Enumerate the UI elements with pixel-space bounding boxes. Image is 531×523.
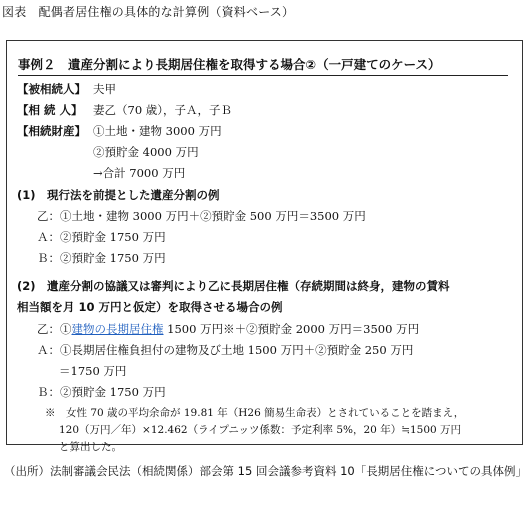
case1-title: (1) 現行法を前提とした遺産分割の例: [17, 188, 220, 202]
estate-item-land: ①土地・建物 3000 万円: [93, 124, 222, 138]
note-line1: ※ 女性 70 歳の平均余命が 19.81 年（H26 簡易生命表）とされていることを踏まえ，: [45, 407, 465, 419]
case-heading: 事例２ 遺産分割により長期居住権を取得する場合②（一戸建てのケース）: [18, 55, 508, 76]
source-note: （出所）法制審議会民法（相続関係）部会第 15 回会議参考資料 10「長期居住権についての具体例」: [4, 464, 527, 478]
case2-b: Ｂ：②預貯金 1750 万円: [37, 385, 166, 399]
case2-otsu: [37, 321, 419, 337]
estate-item-deposits: ②預貯金 4000 万円: [93, 145, 199, 159]
case2-otsu-prefix: 乙：①: [37, 322, 72, 336]
long-term-residence-right-link[interactable]: 建物の長期居住権: [71, 322, 164, 336]
heirs-value: 妻乙（70 歳），子Ａ，子Ｂ: [93, 103, 233, 117]
case2-a-line2: ＝1750 万円: [59, 364, 127, 378]
case2-otsu-suffix: 1500 万円※＋②預貯金 2000 万円＝3500 万円: [163, 322, 420, 336]
note-line3: と算出した。: [59, 441, 122, 453]
estate-label: 【相続財産】: [17, 124, 86, 138]
case1-b: Ｂ：②預貯金 1750 万円: [37, 251, 166, 265]
case2-title-line1: (2) 遺産分割の協議又は審判により乙に長期居住権（存続期間は終身，建物の賃料: [17, 279, 450, 293]
case1-otsu: 乙：①土地・建物 3000 万円＋②預貯金 500 万円＝3500 万円: [37, 209, 366, 223]
figure-caption: 図表 配偶者居住権の具体的な計算例（資料ベース）: [2, 5, 295, 19]
case-box: [6, 40, 523, 453]
decedent-label: 【被相続人】: [17, 82, 86, 96]
heirs-label: 【相 続 人】: [17, 103, 83, 117]
case1-a: Ａ：②預貯金 1750 万円: [37, 230, 166, 244]
decedent-value: 夫甲: [93, 82, 116, 96]
estate-total: →合計 7000 万円: [93, 166, 186, 180]
note-line2: 120（万円／年）×12.462（ライプニッツ係数：予定利率 5%，20 年）≒1500 万円: [59, 424, 462, 436]
case2-title-line2: 相当額を月 10 万円と仮定）を取得させる場合の例: [17, 300, 283, 314]
case2-a-line1: Ａ：①長期居住権負担付の建物及び土地 1500 万円＋②預貯金 250 万円: [37, 343, 414, 357]
